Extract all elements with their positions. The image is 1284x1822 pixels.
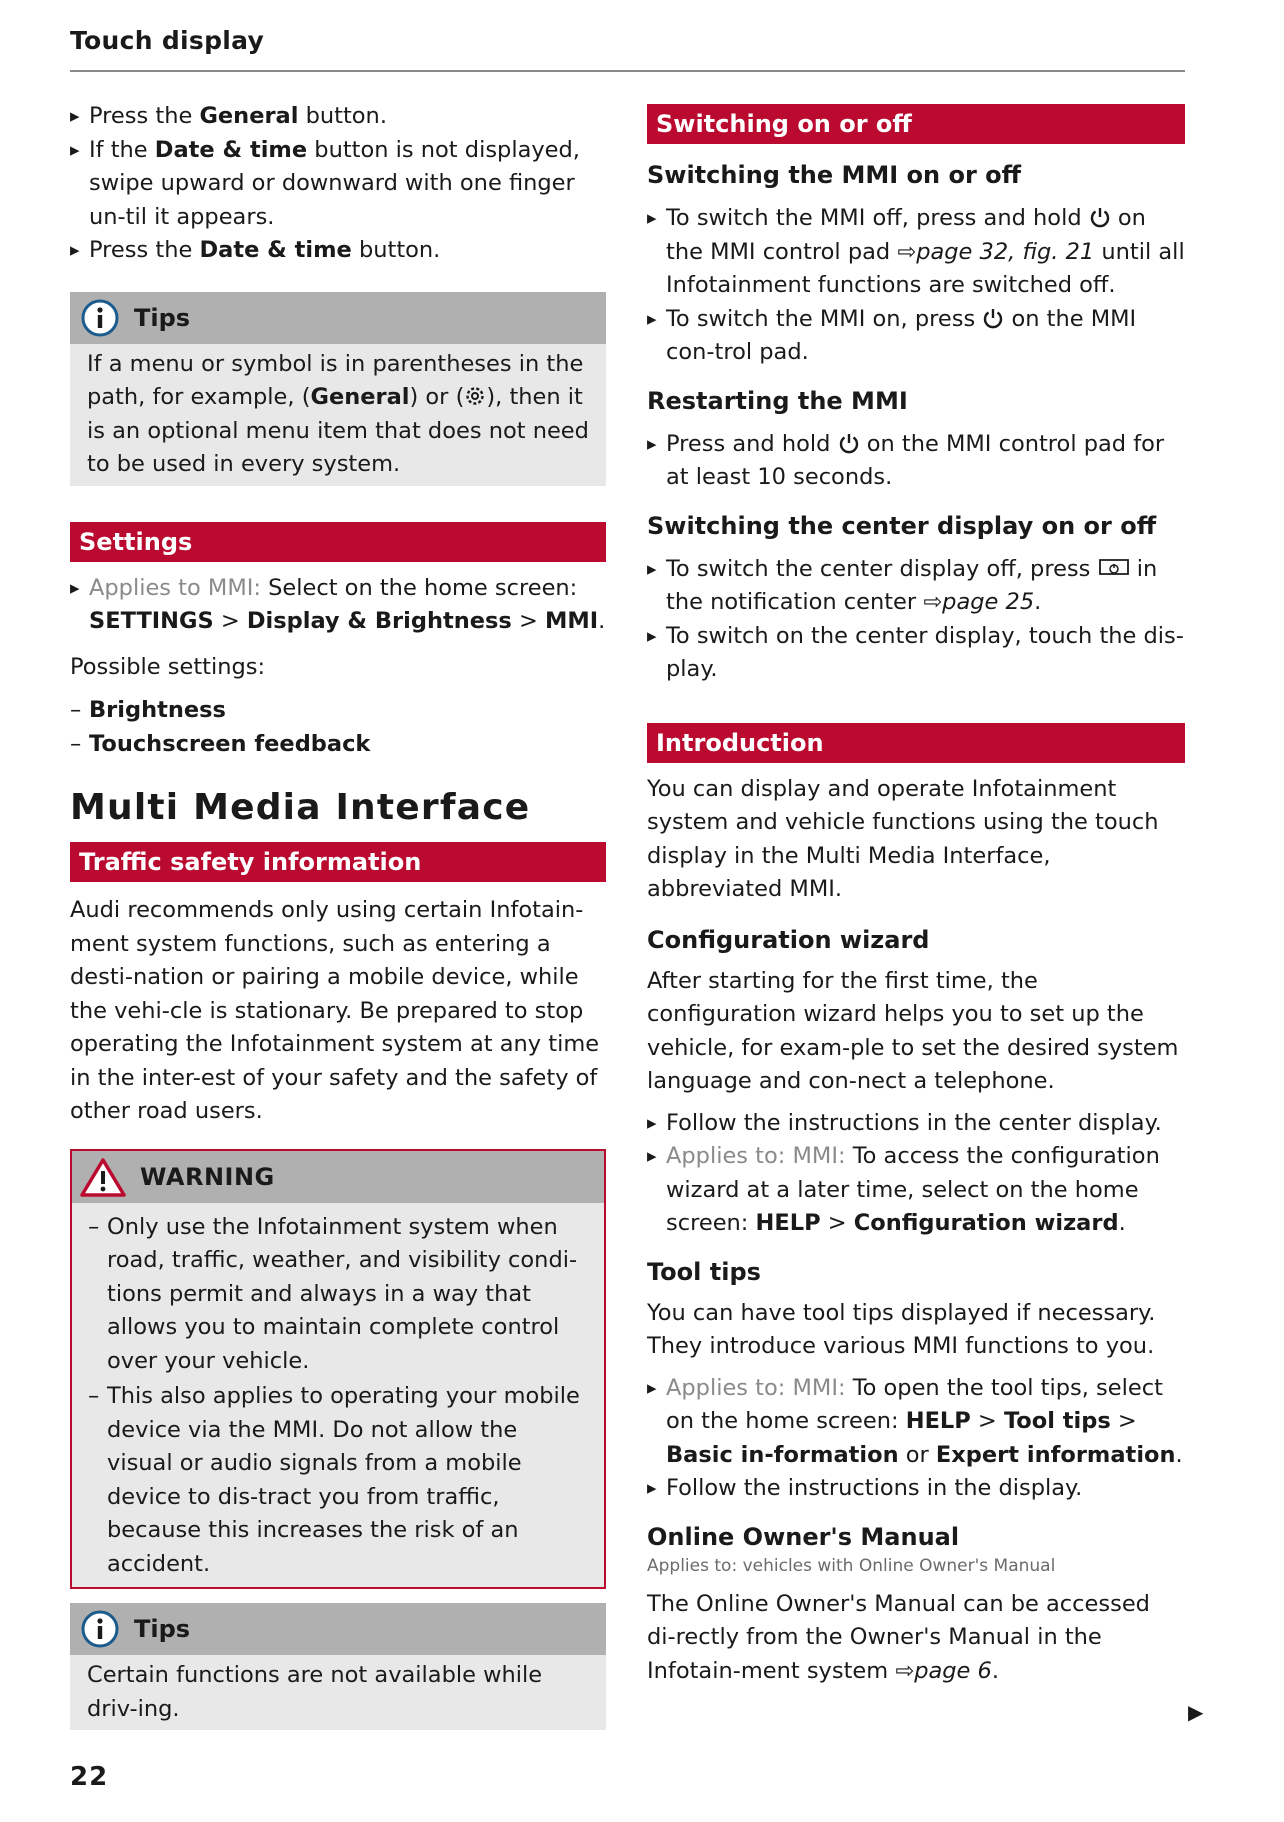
step-item: ▸ Press and hold on the MMI control pad for at least 10 seconds. [647, 428, 1185, 495]
settings-content [70, 572, 606, 762]
subheading: Configuration wizard [647, 925, 930, 954]
power-icon [838, 432, 860, 454]
step-item: ▸ Applies to: MMI: To access the configuration wizard at a later time, select on the home screen: HELP > Configuration wizard. [647, 1140, 1185, 1241]
tips-box [70, 292, 606, 486]
page-number: 22 [70, 1762, 109, 1792]
step-item: ▸ To switch the MMI on, press on the MMI con-trol pad. [647, 303, 1185, 370]
step-item: ▸ Follow the instructions in the center display. [647, 1107, 1185, 1141]
tool-tips-text: You can have tool tips displayed if necessary. They introduce various MMI functions to you. [647, 1299, 1156, 1359]
reference-arrow-icon: ⇨ [923, 589, 943, 615]
chapter-title: Multi Media Interface [70, 787, 531, 828]
tips-body: Certain functions are not available while driv-ing. [87, 1662, 543, 1722]
config-text: After starting for the first time, the configuration wizard helps you to set up the vehicle, for exam-ple to set the desired system language and con-nect a telephone. [647, 967, 1179, 1094]
list-item: – This also applies to operating your mobile device via the MMI. Do not allow the visual or audio signals from a mobile device to dis-tract you from traffic, because this increases the risk of an accident. [88, 1380, 588, 1581]
tips-header [70, 1603, 606, 1655]
step-item: ▸ If the Date & time button is not displayed, swipe upward or downward with one finger un-til it appears. [70, 134, 606, 235]
reference-arrow-icon: ⇨ [897, 238, 917, 265]
possible-settings-label: Possible settings: [70, 653, 266, 680]
section-introduction-heading: Introduction [647, 723, 1185, 763]
tips-label: Tips [134, 1615, 191, 1643]
power-icon [1089, 206, 1111, 228]
gear-icon [464, 385, 486, 407]
display-off-icon [1098, 557, 1130, 579]
reference-arrow-icon: ⇨ [895, 1657, 915, 1684]
tips-label: Tips [134, 303, 191, 332]
step-item: ▸ Applies to MMI: Select on the home screen: SETTINGS > Display & Brightness > MMI. [70, 572, 606, 639]
warning-box [70, 1149, 606, 1590]
warning-label: WARNING [140, 1162, 275, 1191]
step-item: ▸ Press the Date & time button. [70, 234, 606, 268]
step-item: ▸ To switch the center display off, press in the notification center ⇨page 25. [647, 553, 1185, 620]
continue-arrow-icon: ▶ [1188, 1700, 1204, 1724]
power-icon [982, 307, 1004, 329]
intro-text: You can display and operate Infotainment system and vehicle functions using the touch display in the Multi Media Interface, abbreviated MMI. [647, 775, 1159, 902]
date-time-steps [70, 100, 606, 268]
subheading: Switching the MMI on or off [647, 161, 1022, 189]
subheading: Online Owner's Manual [647, 1522, 960, 1551]
tips-header [70, 292, 606, 344]
warning-triangle-icon [80, 1157, 126, 1197]
page-header-title: Touch display [70, 26, 265, 55]
step-item: ▸ Follow the instructions in the display. [647, 1472, 1185, 1506]
step-item: ▸ To switch on the center display, touch the dis-play. [647, 620, 1185, 687]
section-traffic-heading: Traffic safety information [70, 842, 606, 882]
step-item: ▸ Press the General button. [70, 100, 606, 134]
subheading: Tool tips [647, 1257, 761, 1286]
warning-header [72, 1151, 604, 1203]
tips-box [70, 1603, 606, 1730]
left-column [70, 100, 606, 1730]
applies-note: Applies to: vehicles with Online Owner's Manual [647, 1555, 1056, 1576]
step-item: ▸ Applies to: MMI: To open the tool tips, select on the home screen: HELP > Tool tips > Basic in-formation or Expert information. [647, 1372, 1185, 1473]
section-switching-heading: Switching on or off [647, 104, 1185, 144]
section-settings-heading: Settings [70, 522, 606, 562]
info-circle-icon [80, 1609, 120, 1649]
list-item: – Only use the Infotainment system when road, traffic, weather, and visibility condi-tions permit and always in a way that allows you to maintain complete control over your vehicle. [88, 1211, 588, 1379]
info-circle-icon [80, 298, 120, 338]
traffic-text: Audi recommends only using certain Infotain-ment system functions, such as entering a desti-nation or pairing a mobile device, while the vehi-cle is stationary. Be prepared to stop operating the Infotainment system at any time in the inter-est of your safety and the safety of other road users. [70, 897, 600, 1124]
online-manual-text: The Online Owner's Manual can be accessed di-rectly from the Owner's Manual in the Infotain-ment system ⇨page 6. [647, 1590, 1150, 1684]
page-header [70, 26, 1185, 72]
subheading: Restarting the MMI [647, 386, 908, 415]
step-item: ▸ To switch the MMI off, press and hold on the MMI control pad ⇨page 32, fig. 21 until all Infotainment functions are switched off. [647, 202, 1185, 303]
tips-body: If a menu or symbol is in parentheses in the path, for example, (General) or ( ), then it is an optional menu item that does not need to be used in every system. [87, 350, 589, 477]
list-item: – Brightness [70, 694, 606, 728]
warning-body [72, 1203, 604, 1588]
subheading: Switching the center display on or off [647, 511, 1157, 540]
right-column [647, 100, 1185, 1688]
list-item: – Touchscreen feedback [70, 728, 606, 762]
